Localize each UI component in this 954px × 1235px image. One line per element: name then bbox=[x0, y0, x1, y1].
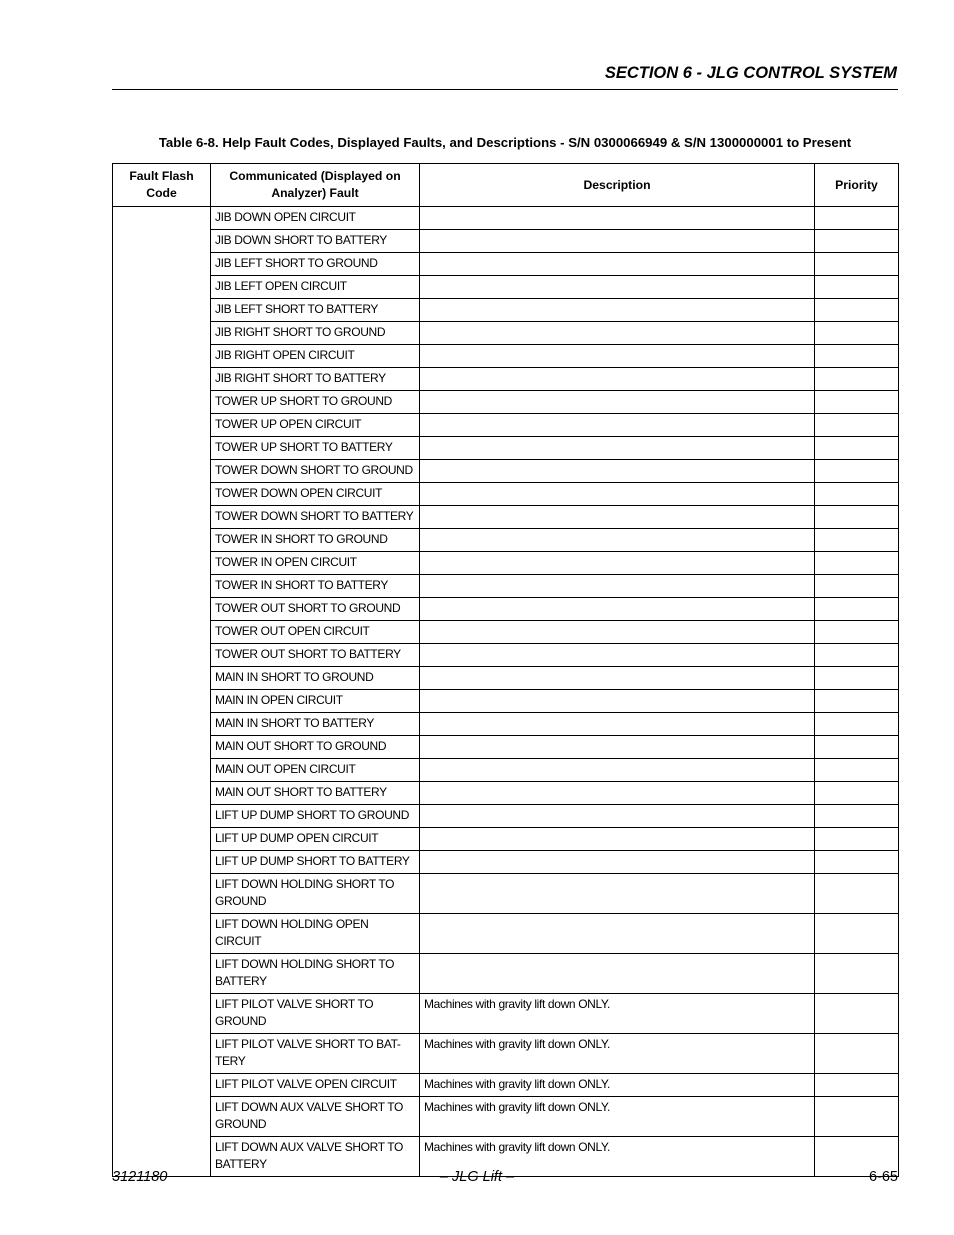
fault-cell: TOWER DOWN SHORT TO BATTERY bbox=[211, 506, 420, 529]
fault-cell: MAIN OUT SHORT TO BATTERY bbox=[211, 782, 420, 805]
fault-cell: TOWER OUT SHORT TO GROUND bbox=[211, 598, 420, 621]
priority-cell bbox=[815, 736, 899, 759]
table-row bbox=[113, 506, 899, 529]
fault-cell: LIFT PILOT VALVE SHORT TO BAT- TERY bbox=[211, 1034, 420, 1074]
fault-cell: JIB LEFT SHORT TO GROUND bbox=[211, 253, 420, 276]
table-row bbox=[113, 690, 899, 713]
description-cell bbox=[420, 828, 815, 851]
table-row bbox=[113, 667, 899, 690]
priority-cell bbox=[815, 713, 899, 736]
table-row bbox=[113, 529, 899, 552]
fault-cell: JIB RIGHT OPEN CIRCUIT bbox=[211, 345, 420, 368]
fault-cell: LIFT DOWN HOLDING SHORT TO GROUND bbox=[211, 874, 420, 914]
description-cell bbox=[420, 713, 815, 736]
fault-cell: MAIN IN SHORT TO BATTERY bbox=[211, 713, 420, 736]
table-row bbox=[113, 207, 899, 230]
description-cell bbox=[420, 644, 815, 667]
fault-cell: JIB DOWN SHORT TO BATTERY bbox=[211, 230, 420, 253]
fault-cell: MAIN IN OPEN CIRCUIT bbox=[211, 690, 420, 713]
fault-cell: LIFT PILOT VALVE SHORT TO GROUND bbox=[211, 994, 420, 1034]
table-title: Table 6-8. Help Fault Codes, Displayed Faults, and Descriptions - S/N 0300066949 & S/N 1300000001 to Present bbox=[158, 135, 852, 150]
description-cell bbox=[420, 506, 815, 529]
priority-cell bbox=[815, 994, 899, 1034]
priority-cell bbox=[815, 874, 899, 914]
fault-cell: LIFT PILOT VALVE OPEN CIRCUIT bbox=[211, 1074, 420, 1097]
table-row bbox=[113, 713, 899, 736]
table-row bbox=[113, 345, 899, 368]
description-cell bbox=[420, 483, 815, 506]
description-cell bbox=[420, 368, 815, 391]
fault-cell: JIB LEFT OPEN CIRCUIT bbox=[211, 276, 420, 299]
table-row bbox=[113, 598, 899, 621]
description-cell bbox=[420, 322, 815, 345]
priority-cell bbox=[815, 207, 899, 230]
table-row bbox=[113, 1097, 899, 1137]
fault-cell: LIFT UP DUMP OPEN CIRCUIT bbox=[211, 828, 420, 851]
priority-cell bbox=[815, 552, 899, 575]
priority-cell bbox=[815, 276, 899, 299]
priority-cell bbox=[815, 954, 899, 994]
fault-cell: TOWER OUT OPEN CIRCUIT bbox=[211, 621, 420, 644]
description-cell bbox=[420, 529, 815, 552]
priority-cell bbox=[815, 621, 899, 644]
doc-number: 3121180 bbox=[112, 1169, 168, 1185]
description-cell bbox=[420, 954, 815, 994]
header-rule bbox=[112, 89, 898, 90]
fault-cell: TOWER DOWN OPEN CIRCUIT bbox=[211, 483, 420, 506]
table-row bbox=[113, 437, 899, 460]
priority-cell bbox=[815, 598, 899, 621]
fault-cell: LIFT DOWN HOLDING SHORT TO BATTERY bbox=[211, 954, 420, 994]
description-cell bbox=[420, 736, 815, 759]
description-cell bbox=[420, 345, 815, 368]
fault-cell: JIB RIGHT SHORT TO BATTERY bbox=[211, 368, 420, 391]
description-cell bbox=[420, 759, 815, 782]
fault-cell: MAIN OUT SHORT TO GROUND bbox=[211, 736, 420, 759]
fault-cell: MAIN IN SHORT TO GROUND bbox=[211, 667, 420, 690]
priority-cell bbox=[815, 483, 899, 506]
table-row bbox=[113, 1074, 899, 1097]
description-cell bbox=[420, 667, 815, 690]
description-cell bbox=[420, 690, 815, 713]
fault-cell: TOWER DOWN SHORT TO GROUND bbox=[211, 460, 420, 483]
priority-cell bbox=[815, 437, 899, 460]
description-cell: Machines with gravity lift down ONLY. bbox=[420, 1074, 815, 1097]
description-cell bbox=[420, 299, 815, 322]
fault-cell: TOWER UP SHORT TO GROUND bbox=[211, 391, 420, 414]
table-row bbox=[113, 805, 899, 828]
fault-cell: TOWER IN OPEN CIRCUIT bbox=[211, 552, 420, 575]
flash-code-cell bbox=[113, 207, 211, 1177]
description-cell bbox=[420, 805, 815, 828]
description-cell: Machines with gravity lift down ONLY. bbox=[420, 1034, 815, 1074]
description-cell bbox=[420, 621, 815, 644]
table-row bbox=[113, 1034, 899, 1074]
table-row bbox=[113, 994, 899, 1034]
table-row bbox=[113, 414, 899, 437]
priority-cell bbox=[815, 414, 899, 437]
fault-cell: JIB DOWN OPEN CIRCUIT bbox=[211, 207, 420, 230]
priority-cell bbox=[815, 368, 899, 391]
section-header: SECTION 6 - JLG CONTROL SYSTEM bbox=[604, 64, 897, 82]
table-row bbox=[113, 230, 899, 253]
fault-cell: TOWER UP OPEN CIRCUIT bbox=[211, 414, 420, 437]
table-row bbox=[113, 322, 899, 345]
table-row bbox=[113, 253, 899, 276]
priority-cell bbox=[815, 851, 899, 874]
table-row bbox=[113, 782, 899, 805]
table-row bbox=[113, 759, 899, 782]
priority-cell bbox=[815, 782, 899, 805]
description-cell bbox=[420, 437, 815, 460]
fault-cell: TOWER UP SHORT TO BATTERY bbox=[211, 437, 420, 460]
col-header-flash-code: Fault Flash Code bbox=[113, 164, 211, 207]
description-cell: Machines with gravity lift down ONLY. bbox=[420, 1137, 815, 1177]
description-cell bbox=[420, 575, 815, 598]
col-header-fault: Communicated (Displayed on Analyzer) Fault bbox=[211, 164, 420, 207]
table-row bbox=[113, 391, 899, 414]
description-cell bbox=[420, 460, 815, 483]
col-header-priority: Priority bbox=[815, 164, 899, 207]
fault-cell: LIFT DOWN AUX VALVE SHORT TO BATTERY bbox=[211, 1137, 420, 1177]
description-cell bbox=[420, 874, 815, 914]
page-number: 6-65 bbox=[868, 1169, 898, 1185]
priority-cell bbox=[815, 1034, 899, 1074]
fault-cell: LIFT UP DUMP SHORT TO BATTERY bbox=[211, 851, 420, 874]
description-cell bbox=[420, 253, 815, 276]
fault-cell: LIFT UP DUMP SHORT TO GROUND bbox=[211, 805, 420, 828]
table-body bbox=[113, 207, 899, 1177]
fault-cell: TOWER IN SHORT TO GROUND bbox=[211, 529, 420, 552]
table-row bbox=[113, 276, 899, 299]
priority-cell bbox=[815, 914, 899, 954]
priority-cell bbox=[815, 759, 899, 782]
description-cell bbox=[420, 391, 815, 414]
priority-cell bbox=[815, 322, 899, 345]
priority-cell bbox=[815, 253, 899, 276]
fault-codes-table bbox=[112, 163, 899, 1177]
priority-cell bbox=[815, 667, 899, 690]
description-cell: Machines with gravity lift down ONLY. bbox=[420, 1097, 815, 1137]
fault-cell: TOWER IN SHORT TO BATTERY bbox=[211, 575, 420, 598]
table-row bbox=[113, 575, 899, 598]
description-cell bbox=[420, 276, 815, 299]
priority-cell bbox=[815, 299, 899, 322]
priority-cell bbox=[815, 1097, 899, 1137]
priority-cell bbox=[815, 506, 899, 529]
description-cell bbox=[420, 598, 815, 621]
priority-cell bbox=[815, 345, 899, 368]
description-cell bbox=[420, 552, 815, 575]
table-row bbox=[113, 914, 899, 954]
priority-cell bbox=[815, 460, 899, 483]
table-row bbox=[113, 483, 899, 506]
priority-cell bbox=[815, 575, 899, 598]
table-row bbox=[113, 552, 899, 575]
description-cell bbox=[420, 914, 815, 954]
fault-cell: MAIN OUT OPEN CIRCUIT bbox=[211, 759, 420, 782]
description-cell bbox=[420, 207, 815, 230]
priority-cell bbox=[815, 644, 899, 667]
description-cell bbox=[420, 782, 815, 805]
description-cell bbox=[420, 414, 815, 437]
table-row bbox=[113, 460, 899, 483]
priority-cell bbox=[815, 805, 899, 828]
fault-cell: JIB LEFT SHORT TO BATTERY bbox=[211, 299, 420, 322]
fault-cell: JIB RIGHT SHORT TO GROUND bbox=[211, 322, 420, 345]
table-row bbox=[113, 851, 899, 874]
table-row bbox=[113, 644, 899, 667]
table-row bbox=[113, 828, 899, 851]
priority-cell bbox=[815, 828, 899, 851]
priority-cell bbox=[815, 1074, 899, 1097]
fault-cell: LIFT DOWN AUX VALVE SHORT TO GROUND bbox=[211, 1097, 420, 1137]
table-row bbox=[113, 736, 899, 759]
priority-cell bbox=[815, 690, 899, 713]
table-header-row bbox=[113, 164, 899, 207]
table-row bbox=[113, 621, 899, 644]
col-header-description: Description bbox=[420, 164, 815, 207]
priority-cell bbox=[815, 529, 899, 552]
table-row bbox=[113, 299, 899, 322]
table-row bbox=[113, 368, 899, 391]
fault-cell: TOWER OUT SHORT TO BATTERY bbox=[211, 644, 420, 667]
table-row bbox=[113, 874, 899, 914]
description-cell bbox=[420, 230, 815, 253]
publisher: – JLG Lift – bbox=[439, 1169, 515, 1185]
fault-cell: LIFT DOWN HOLDING OPEN CIRCUIT bbox=[211, 914, 420, 954]
table-row bbox=[113, 954, 899, 994]
description-cell: Machines with gravity lift down ONLY. bbox=[420, 994, 815, 1034]
description-cell bbox=[420, 851, 815, 874]
priority-cell bbox=[815, 230, 899, 253]
priority-cell bbox=[815, 391, 899, 414]
